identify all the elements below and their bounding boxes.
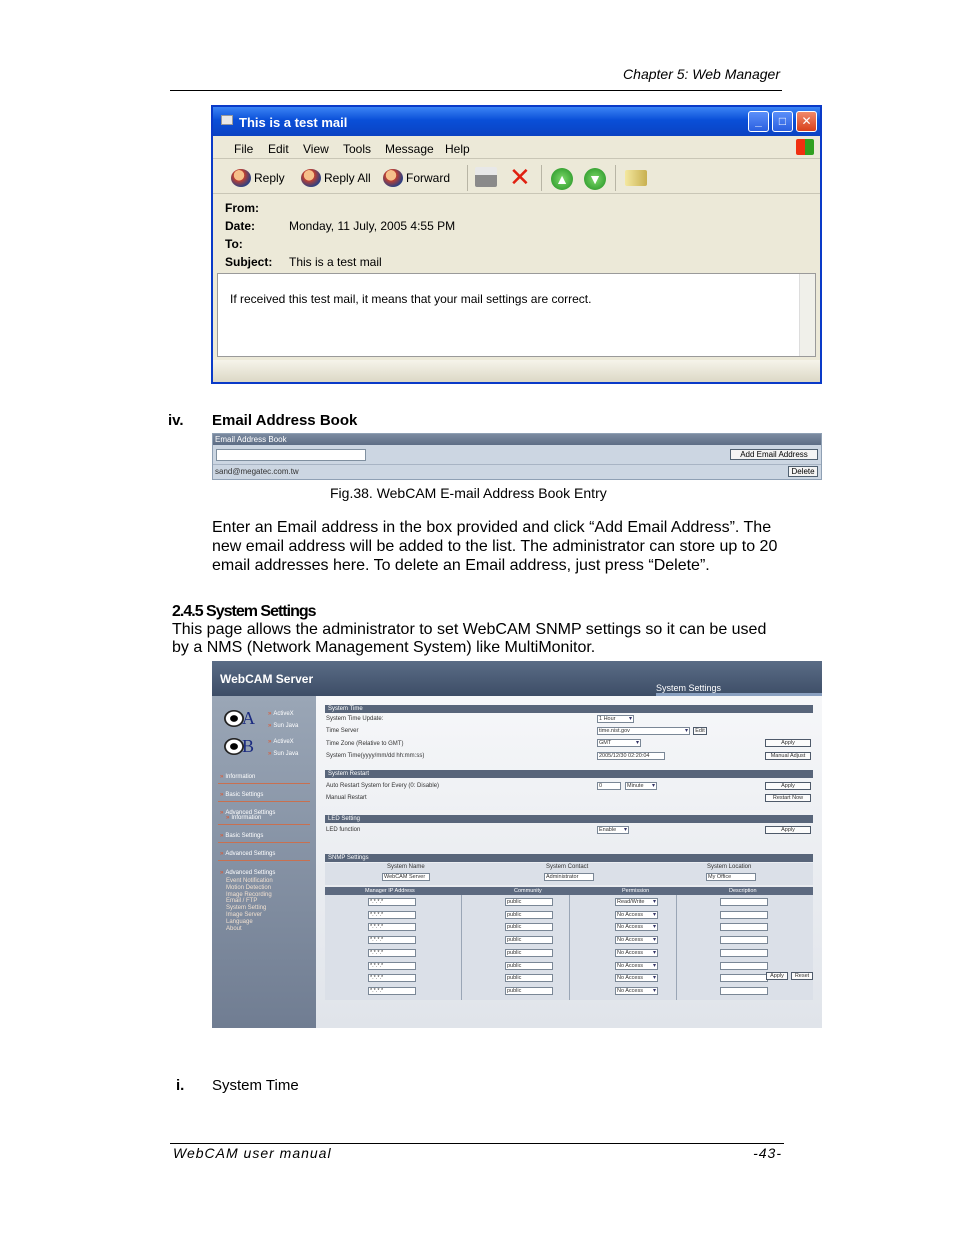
system-contact-input[interactable]: Administrator xyxy=(544,873,594,881)
manager-ip-input[interactable]: *.*.*.* xyxy=(368,974,416,982)
submenu-email-ftp[interactable]: Email / FTP xyxy=(226,898,258,905)
email-address-book-panel xyxy=(212,433,822,480)
nav-divider xyxy=(218,783,310,784)
toolbar-separator xyxy=(615,165,616,191)
manager-ip-input[interactable]: *.*.*.* xyxy=(368,923,416,931)
minimize-icon[interactable]: _ xyxy=(748,111,769,132)
time-apply-button[interactable]: Apply xyxy=(765,739,811,747)
menu-bar xyxy=(213,137,820,159)
webcam-settings-area xyxy=(316,696,822,1028)
nav-divider xyxy=(218,801,310,802)
permission-select[interactable]: Read/Write ▾ xyxy=(615,898,658,906)
community-input[interactable]: public xyxy=(505,987,553,995)
led-apply-button[interactable]: Apply xyxy=(765,826,811,834)
community-input[interactable]: public xyxy=(505,923,553,931)
time-server-edit-button[interactable]: Edit xyxy=(693,727,707,735)
nav-divider xyxy=(218,842,310,843)
auto-restart-label: Auto Restart System for Every (0: Disable) xyxy=(326,783,440,789)
snmp-reset-button[interactable]: Reset xyxy=(791,972,813,980)
community-input[interactable]: public xyxy=(505,962,553,970)
camera-a-sunjava-link[interactable]: » Sun Java xyxy=(268,723,298,729)
email-input[interactable] xyxy=(216,449,366,461)
submenu-language[interactable]: Language xyxy=(226,918,253,925)
column-divider xyxy=(569,895,570,1000)
auto-restart-input[interactable]: 0 xyxy=(597,782,621,790)
header-rule xyxy=(170,90,782,91)
menu-message[interactable]: Message xyxy=(385,142,434,156)
section-title: Email Address Book xyxy=(212,412,358,429)
reply-all-button[interactable] xyxy=(301,169,371,187)
webcam-top-bar xyxy=(212,661,822,696)
nav-basic-settings-2[interactable]: » Basic Settings xyxy=(220,833,263,839)
system-restart-header: System Restart xyxy=(325,770,813,778)
chapter-header: Chapter 5: Web Manager xyxy=(623,66,780,82)
nav-information-2[interactable]: » Information xyxy=(226,815,261,821)
snmp-apply-button[interactable]: Apply xyxy=(766,972,788,980)
reply-all-label: Reply All xyxy=(324,171,371,185)
snmp-table-header xyxy=(325,887,813,895)
email-book-paragraph: Enter an Email address in the box provided and click “Add Email Address”. The new email address will be added to the list. The administrator can store up to 20 email addresses here. To delete an Email address, just press “Delete”. xyxy=(212,519,778,574)
community-input[interactable]: public xyxy=(505,898,553,906)
permission-select[interactable]: No Access ▾ xyxy=(615,962,658,970)
led-function-select[interactable]: Enable ▾ xyxy=(597,826,629,834)
description-input[interactable] xyxy=(720,949,768,957)
community-input[interactable]: public xyxy=(505,949,553,957)
col-manager-ip: Manager IP Address xyxy=(365,888,415,894)
toolbar xyxy=(213,160,820,194)
maximize-icon[interactable]: □ xyxy=(772,111,793,132)
manager-ip-input[interactable]: *.*.*.* xyxy=(368,898,416,906)
restart-now-button[interactable]: Restart Now xyxy=(765,794,811,802)
nav-information[interactable]: » Information xyxy=(220,774,255,780)
col-community: Community xyxy=(514,888,542,894)
community-input[interactable]: public xyxy=(505,936,553,944)
permission-select[interactable]: No Access ▾ xyxy=(615,936,658,944)
community-input[interactable]: public xyxy=(505,911,553,919)
permission-select[interactable]: No Access ▾ xyxy=(615,923,658,931)
mail-body-text: If received this test mail, it means that your mail settings are correct. xyxy=(230,292,592,306)
camera-b-letter: B xyxy=(242,736,255,756)
delete-email-button[interactable]: Delete xyxy=(788,466,818,477)
snmp-table-body xyxy=(325,895,813,1000)
time-zone-select[interactable]: GMT ▾ xyxy=(597,739,641,747)
menu-file[interactable]: File xyxy=(234,142,254,156)
time-update-label: System Time Update: xyxy=(326,716,384,722)
system-time-input[interactable]: 2005/12/30 02:20:04 xyxy=(597,752,665,760)
manual-restart-label: Manual Restart xyxy=(326,795,367,801)
footer-rule xyxy=(170,1143,784,1144)
description-input[interactable] xyxy=(720,911,768,919)
permission-select[interactable]: No Access ▾ xyxy=(615,974,658,982)
camera-a-activex-link[interactable]: » ActiveX xyxy=(268,711,294,717)
snmp-settings-header: SNMP Settings xyxy=(325,854,813,862)
subject-value: This is a test mail xyxy=(289,255,382,269)
webcam-page-label: System Settings xyxy=(656,683,722,693)
menu-tools[interactable]: Tools xyxy=(343,142,372,156)
submenu-about[interactable]: About xyxy=(226,925,242,932)
submenu-event-notification[interactable]: Event Notification xyxy=(226,878,273,884)
item-title: System Time xyxy=(212,1077,299,1094)
figure-caption: Fig.38. WebCAM E-mail Address Book Entry xyxy=(330,485,607,501)
mail-header-fields xyxy=(225,199,455,271)
camera-b-activex-link[interactable]: » ActiveX xyxy=(268,739,294,745)
system-contact-label: System Contact xyxy=(546,864,589,870)
submenu-motion-detection[interactable]: Motion Detection xyxy=(226,884,272,891)
mail-title-bar xyxy=(213,107,820,136)
nav-advanced-settings-3[interactable]: » Advanced Settings xyxy=(220,870,275,876)
camera-a-letter: A xyxy=(242,708,255,728)
description-input[interactable] xyxy=(720,974,768,982)
manager-ip-input[interactable]: *.*.*.* xyxy=(368,962,416,970)
address-book-icon[interactable] xyxy=(625,170,647,186)
manual-adjust-button[interactable]: Manual Adjust xyxy=(765,752,811,760)
menu-help[interactable]: Help xyxy=(445,142,470,156)
envelope-icon xyxy=(221,115,233,125)
reply-icon xyxy=(231,169,251,187)
delete-icon[interactable]: ✕ xyxy=(509,162,531,192)
description-input[interactable] xyxy=(720,936,768,944)
webcam-sidebar xyxy=(212,696,316,1028)
forward-icon xyxy=(383,169,403,187)
footer-page-number: -43- xyxy=(753,1145,782,1161)
webcam-server-panel xyxy=(212,661,822,1028)
forward-label: Forward xyxy=(406,171,451,185)
description-input[interactable] xyxy=(720,923,768,931)
led-function-label: LED function xyxy=(326,827,361,833)
time-zone-label: Time Zone (Relative to GMT) xyxy=(326,741,404,747)
submenu-system-setting[interactable]: System Setting xyxy=(226,905,267,912)
toolbar-separator xyxy=(541,165,542,191)
system-settings-paragraph: This page allows the administrator to set WebCAM SNMP settings so it can be used by a NMS (Network Management System) like MultiMonitor. xyxy=(172,621,767,656)
previous-arrow-icon[interactable]: ▲ xyxy=(551,168,573,190)
description-input[interactable] xyxy=(720,962,768,970)
system-location-label: System Location xyxy=(707,864,752,870)
date-value: Monday, 11 July, 2005 4:55 PM xyxy=(289,219,456,233)
email-book-header: Email Address Book xyxy=(213,434,821,445)
col-permission: Permission xyxy=(622,888,650,894)
menu-view[interactable]: View xyxy=(303,142,329,156)
snmp-system-block xyxy=(325,863,813,885)
manager-ip-input[interactable]: *.*.*.* xyxy=(368,949,416,957)
reply-button[interactable] xyxy=(231,169,285,187)
advanced-submenu xyxy=(226,878,273,932)
toolbar-separator xyxy=(467,165,468,191)
permission-select[interactable]: No Access ▾ xyxy=(615,949,658,957)
system-time-label: System Time(yyyy/mm/dd hh:mm:ss) xyxy=(326,753,425,759)
column-divider xyxy=(676,895,677,1000)
col-description: Description xyxy=(729,888,757,894)
windows-logo-icon xyxy=(796,139,814,155)
community-input[interactable]: public xyxy=(505,974,553,982)
subject-label: Subject: xyxy=(225,255,273,269)
camera-b-icon xyxy=(224,738,244,755)
nav-divider xyxy=(218,860,310,861)
mail-body-scrollbar[interactable] xyxy=(799,274,815,356)
system-name-label: System Name xyxy=(387,864,425,870)
camera-a-icon xyxy=(224,710,244,727)
mail-title: This is a test mail xyxy=(239,115,348,130)
date-label: Date: xyxy=(225,219,256,233)
column-divider xyxy=(461,895,462,1000)
email-book-divider xyxy=(213,464,821,465)
time-server-label: Time Server xyxy=(326,728,359,734)
permission-select[interactable]: No Access ▾ xyxy=(615,987,658,995)
email-entry: sand@megatec.com.tw xyxy=(215,467,299,476)
description-input[interactable] xyxy=(720,987,768,995)
nav-advanced-settings[interactable]: » Advanced Settings xyxy=(220,810,275,816)
nav-divider xyxy=(218,824,310,825)
mail-window xyxy=(211,105,822,384)
close-icon[interactable]: ✕ xyxy=(796,111,817,132)
system-settings-title: 2.4.5 System Settings xyxy=(172,603,316,620)
to-label: To: xyxy=(225,237,243,251)
item-number: i. xyxy=(176,1077,185,1094)
manager-ip-input[interactable]: *.*.*.* xyxy=(368,911,416,919)
webcam-brand: WebCAM Server xyxy=(220,672,314,686)
system-time-header: System Time xyxy=(325,705,813,713)
submenu-image-server[interactable]: Image Server xyxy=(226,911,263,918)
nav-advanced-settings-2[interactable]: » Advanced Settings xyxy=(220,851,275,857)
system-name-input[interactable]: WebCAM Server xyxy=(382,873,430,881)
time-update-select[interactable]: 1 Hour ▾ xyxy=(597,715,634,723)
print-icon[interactable] xyxy=(475,167,497,187)
nav-basic-settings[interactable]: » Basic Settings xyxy=(220,792,263,798)
mail-body[interactable] xyxy=(217,273,816,357)
add-email-button[interactable]: Add Email Address xyxy=(730,449,818,460)
menu-edit[interactable]: Edit xyxy=(268,142,289,156)
next-arrow-icon[interactable]: ▼ xyxy=(584,168,606,190)
restart-unit-select[interactable]: Minute ▾ xyxy=(625,782,657,790)
status-bar xyxy=(213,360,820,382)
forward-button[interactable] xyxy=(383,169,450,187)
manager-ip-input[interactable]: *.*.*.* xyxy=(368,936,416,944)
led-setting-header: LED Setting xyxy=(325,815,813,823)
reply-all-icon xyxy=(301,169,321,187)
from-label: From: xyxy=(225,201,259,215)
footer-manual-title: WebCAM user manual xyxy=(173,1145,332,1161)
permission-select[interactable]: No Access ▾ xyxy=(615,911,658,919)
camera-b-sunjava-link[interactable]: » Sun Java xyxy=(268,751,298,757)
system-location-input[interactable]: My Office xyxy=(706,873,756,881)
time-server-select[interactable]: time.nist.gov ▾ xyxy=(597,727,690,735)
restart-apply-button[interactable]: Apply xyxy=(765,782,811,790)
description-input[interactable] xyxy=(720,898,768,906)
reply-label: Reply xyxy=(254,171,285,185)
manager-ip-input[interactable]: *.*.*.* xyxy=(368,987,416,995)
section-number: iv. xyxy=(168,412,184,429)
submenu-image-recording[interactable]: Image Recording xyxy=(226,891,272,898)
